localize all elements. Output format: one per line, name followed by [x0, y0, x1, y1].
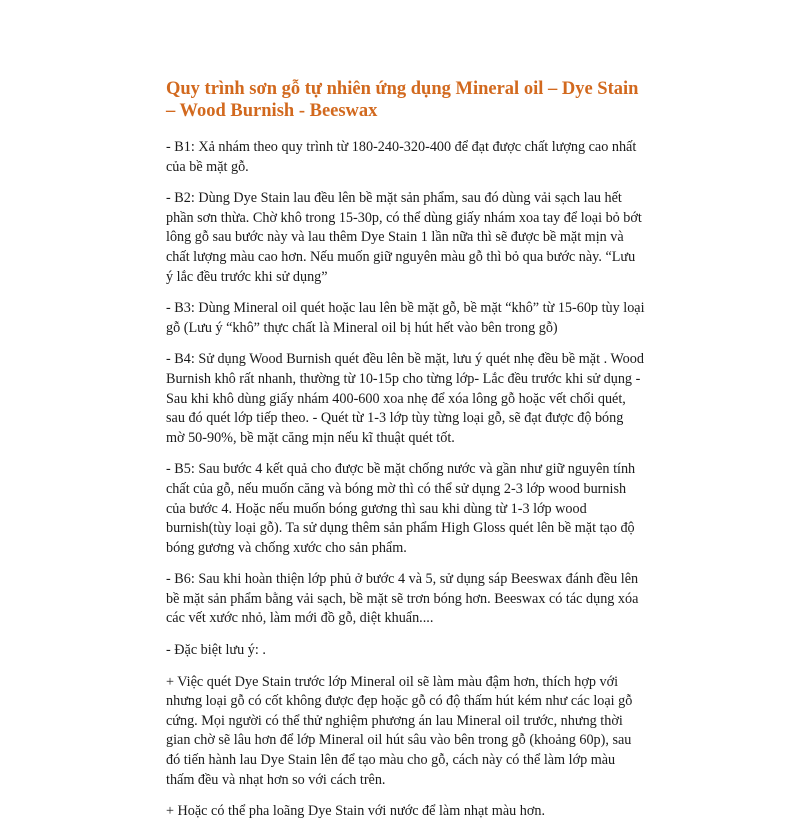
step-6-paragraph: - B6: Sau khi hoàn thiện lớp phủ ở bước 4 và 5, sử dụng sáp Beeswax đánh đều lên bề mặt sản phẩm bằng vải sạch, bề mặt sẽ trơn bóng hơn. Beeswax có tác dụng xóa các vết xước nhỏ, làm mới đồ gỗ, diệt khuẩn.... — [166, 571, 639, 627]
step-3-paragraph: - B3: Dùng Mineral oil quét hoặc lau lên bề mặt gỗ, bề mặt “khô” từ 15-60p tùy loại gỗ (Lưu ý “khô” thực chất là Mineral oil bị hút hết vào bên trong gỗ) — [166, 300, 645, 336]
step-5-paragraph: - B5: Sau bước 4 kết quả cho được bề mặt chống nước và gần như giữ nguyên tính chất của gỗ, nếu muốn căng và bóng mờ thì có thể sử dụng 2-3 lớp wood burnish của bước 4. Hoặc nếu muốn bóng gương thì sau khi dùng từ 1-3 lớp wood burnish(tùy loại gỗ). Ta sử dụng thêm sản phẩm High Gloss quét lên bề mặt tạo độ bóng gương và chống xước cho sản phẩm. — [166, 461, 636, 556]
note-paragraph-1: + Việc quét Dye Stain trước lớp Mineral oil sẽ làm màu đậm hơn, thích hợp với nhưng loại gỗ có cốt không được đẹp hoặc gỗ có độ thấm hút kém như các loại gỗ cứng. Mọi người có thể thử nghiệm phương án lau Mineral oil trước, nhưng thời gian chờ sẽ lâu hơn để lớp Mineral oil hút sâu vào bên trong gỗ (khoảng 60p), sau đó tiến hành lau Dye Stain lên để tạo màu cho gỗ, cách này có thể làm lớp màu thấm đều và nhạt hơn so với cách trên. — [166, 673, 633, 788]
special-note-heading: - Đặc biệt lưu ý: . — [166, 642, 266, 659]
note-paragraph-2: + Hoặc có thể pha loãng Dye Stain với nước để làm nhạt màu hơn. — [166, 803, 545, 820]
step-1-paragraph: - B1: Xả nhám theo quy trình từ 180-240-320-400 để đạt được chất lượng cao nhất của bề mặt gỗ. — [166, 139, 637, 175]
step-4-paragraph: - B4: Sử dụng Wood Burnish quét đều lên bề mặt, lưu ý quét nhẹ đều bề mặt . Wood Burnish khô rất nhanh, thường từ 10-15p cho từng lớp- Lắc đều trước khi sử dụng - Sau khi khô dùng giấy nhám 400-600 xoa nhẹ để xóa lông gỗ hoặc vết chổi quét, sau đó quét lớp tiếp theo. - Quét từ 1-3 lớp tùy từng loại gỗ, sẽ đạt được độ bóng mờ 50-90%, bề mặt căng mịn nếu kĩ thuật quét tốt. — [166, 351, 644, 446]
document-title: Quy trình sơn gỗ tự nhiên ứng dụng Mineral oil – Dye Stain – Wood Burnish - Beeswax — [166, 79, 639, 121]
step-2-paragraph: - B2: Dùng Dye Stain lau đều lên bề mặt sản phẩm, sau đó dùng vải sạch lau hết phần sơn thừa. Chờ khô trong 15-30p, có thể dùng giấy nhám xoa tay để loại bỏ bớt lông gỗ sau bước này và lau thêm Dye Stain 1 lần nữa thì sẽ được bề mặt mịn và chất lượng màu cao hơn. Nếu muốn giữ nguyên màu gỗ thì bỏ qua bước này. “Lưu ý lắc đều trước khi sử dụng” — [166, 190, 642, 285]
